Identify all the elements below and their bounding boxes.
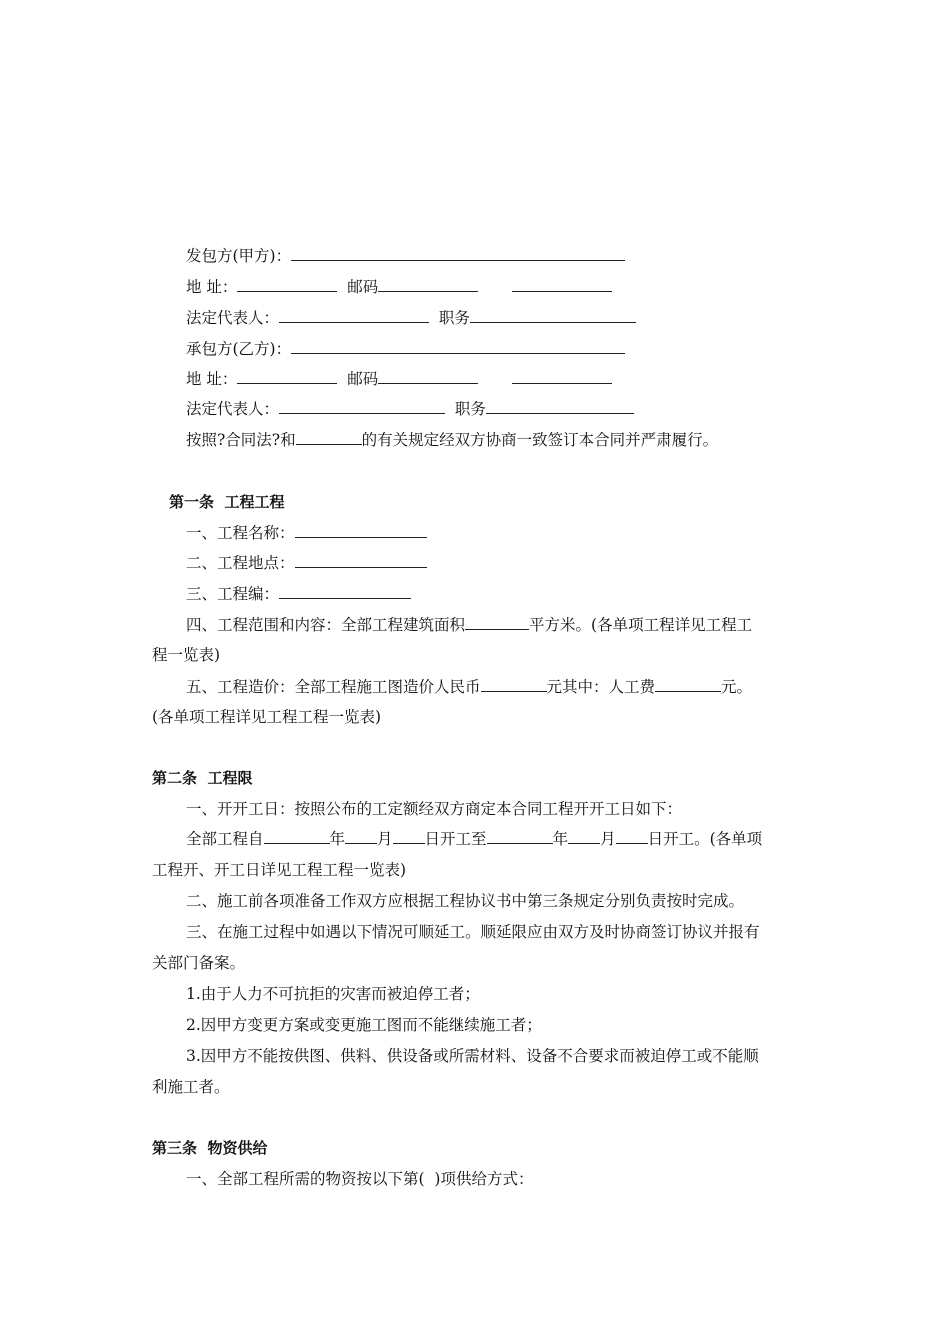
labor-cost-blank[interactable] [655, 677, 721, 692]
end-year-blank[interactable] [487, 829, 553, 844]
employer-address-line [186, 277, 846, 297]
extra-blank[interactable] [512, 277, 612, 292]
position-label: 职务 [438, 309, 470, 327]
scope-line-2: 程一览表) [152, 646, 221, 664]
project-name-line: 一、工程名称： [186, 523, 846, 543]
area-blank[interactable] [465, 615, 529, 630]
prep-line: 二、施工前各项准备工作双方应根据工程协议书中第三条规定分别负责按时完成。 [186, 892, 745, 910]
postcode-blank[interactable] [378, 369, 478, 384]
scope-line: 四、工程范围和内容：全部工程建筑面积 平方米。(各单项工程详见工程工 [186, 616, 753, 634]
project-code-blank[interactable] [279, 584, 411, 599]
start-month-blank[interactable] [345, 829, 377, 844]
contractor-label: 承包方(乙方)： [186, 340, 292, 358]
address-blank[interactable] [237, 277, 337, 292]
postcode-label: 邮码 [347, 370, 379, 388]
employer-blank[interactable] [291, 246, 625, 261]
address-blank[interactable] [237, 369, 337, 384]
delay-item-1: 1.由于人力不可抗拒的灾害而被迫停工者； [186, 985, 480, 1003]
legal-rep-blank[interactable] [279, 399, 445, 414]
cost-line: 五、工程造价：全部工程施工图造价人民币 元其中：人工费 元。 [186, 678, 753, 696]
position-label: 职务 [454, 400, 486, 418]
supply-line: 一、全部工程所需的物资按以下第( )项供给方式： [186, 1170, 534, 1188]
employer-line [186, 246, 846, 266]
start-year-blank[interactable] [264, 829, 330, 844]
article2-title: 第二条 工程限 [152, 769, 253, 787]
postcode-blank[interactable] [378, 277, 478, 292]
cost-line-2: (各单项工程详见工程工程一览表) [152, 708, 382, 726]
contractor-line [186, 339, 846, 359]
article3-title: 第三条 物资供给 [152, 1139, 268, 1157]
start-date-line: 一、开开工日：按照公布的工定额经双方商定本合同工程开开工日如下： [186, 800, 683, 818]
project-location-blank[interactable] [295, 553, 427, 568]
contractor-rep-line [186, 399, 846, 419]
position-blank[interactable] [470, 308, 636, 323]
position-blank[interactable] [486, 399, 634, 414]
law-blank[interactable] [296, 430, 362, 445]
delay-item-2: 2.因甲方变更方案或变更施工图而不能继续施工者； [186, 1016, 542, 1034]
start-day-blank[interactable] [393, 829, 425, 844]
period-line: 全部工程自 年 月 日开工至 年 月 日开工。(各单项 [186, 830, 763, 848]
basis-line: 按照?合同法?和 的有关规定经双方协商一致签订本合同并严肃履行。 [186, 431, 719, 449]
cost-blank[interactable] [481, 677, 547, 692]
period-line-2: 工程开、开工日详见工程工程一览表) [152, 861, 407, 879]
contractor-blank[interactable] [291, 339, 625, 354]
project-location-line: 二、工程地点： [186, 553, 846, 573]
legal-rep-label: 法定代表人： [186, 400, 280, 418]
legal-rep-label: 法定代表人： [186, 309, 280, 327]
end-day-blank[interactable] [616, 829, 648, 844]
legal-rep-blank[interactable] [279, 308, 429, 323]
address-label: 地 址： [186, 278, 238, 296]
end-month-blank[interactable] [568, 829, 600, 844]
article1-title: 第一条 工程工程 [169, 493, 285, 511]
project-code-line: 三、工程编： [186, 584, 846, 604]
project-name-blank[interactable] [295, 523, 427, 538]
employer-rep-line [186, 308, 846, 328]
postcode-label: 邮码 [347, 278, 379, 296]
contractor-address-line [186, 369, 846, 389]
address-label: 地 址： [186, 370, 238, 388]
delay-item-3: 3.因甲方不能按供图、供料、供设备或所需材料、设备不合要求而被迫停工或不能顺 [186, 1047, 759, 1065]
employer-label: 发包方(甲方)： [186, 247, 292, 265]
extra-blank[interactable] [512, 369, 612, 384]
delay-line: 三、在施工过程中如遇以下情况可顺延工。顺延限应由双方及时协商签订协议并报有 [186, 923, 760, 941]
delay-line-2: 关部门备案。 [152, 954, 246, 972]
delay-item-3-line-2: 利施工者。 [152, 1078, 230, 1096]
